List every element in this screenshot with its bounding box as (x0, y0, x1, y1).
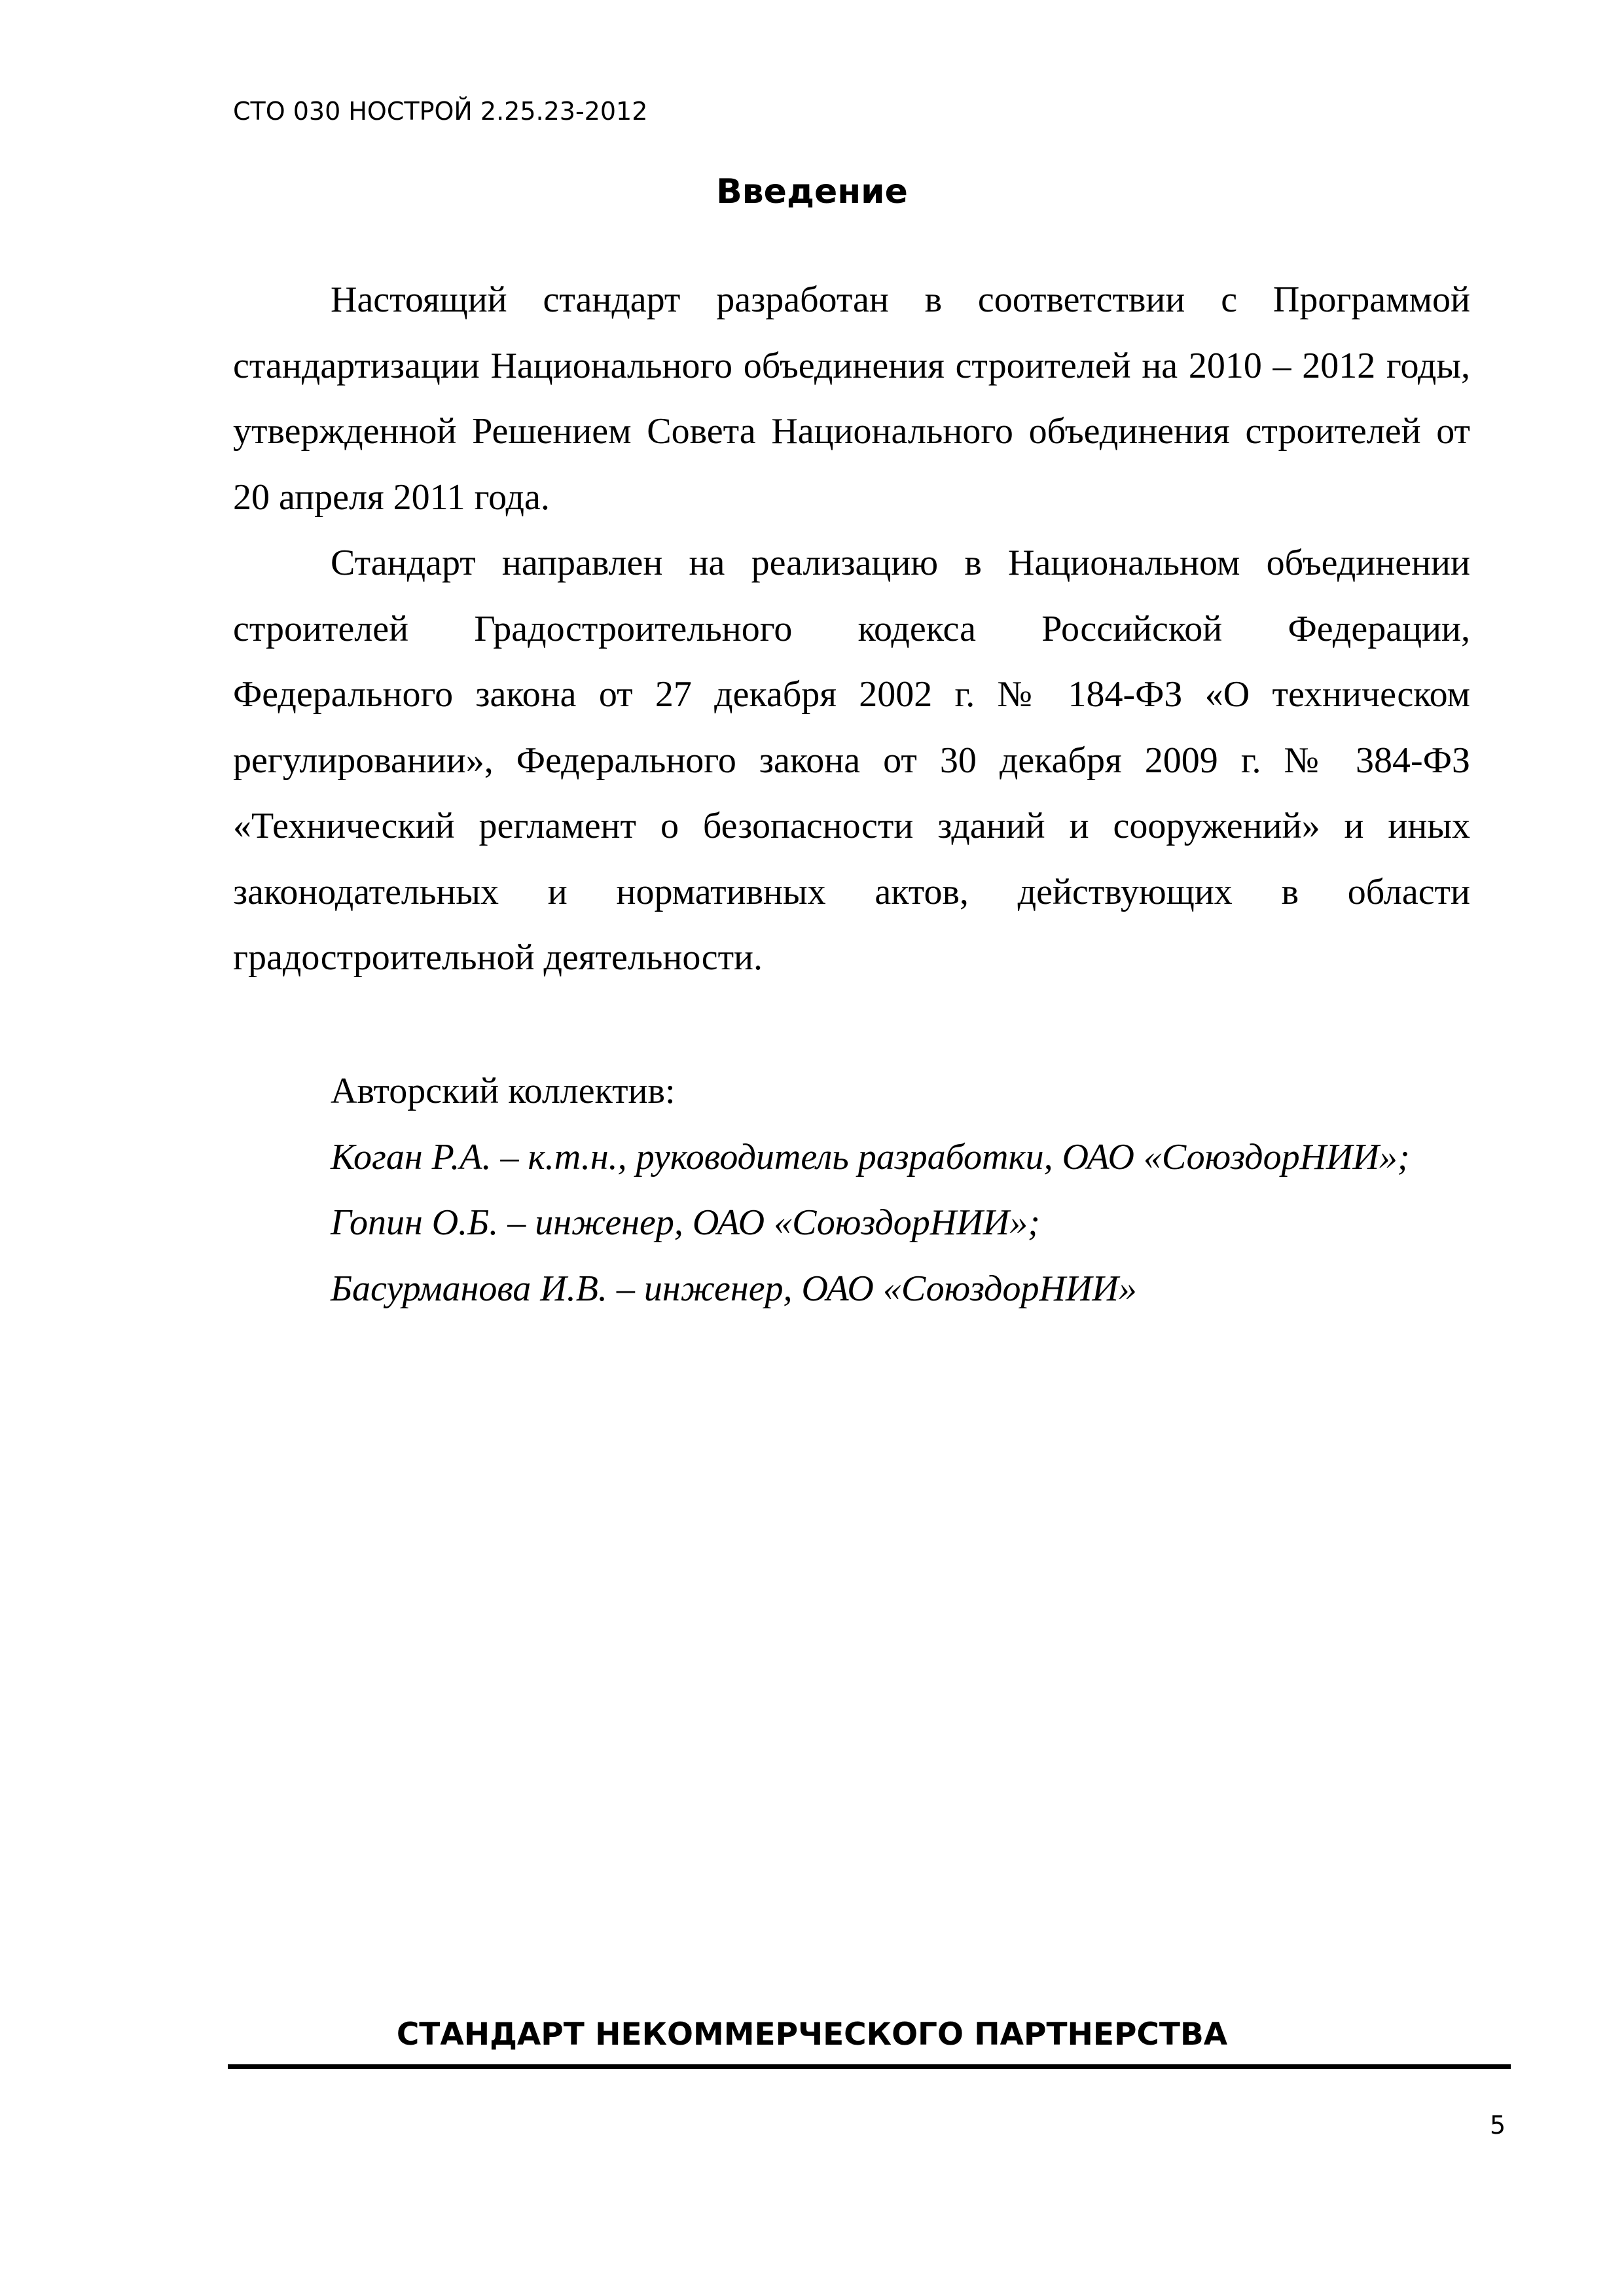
footer-title: СТАНДАРТ НЕКОММЕРЧЕСКОГО ПАРТНЕРСТВА (396, 2017, 1228, 2053)
page-title: Введение (716, 172, 908, 211)
paragraph-text: Настоящий стандарт разработан в соответствии с Программой стандартизации Национального объединения строителей на 2010 – 2012 годы, утвержденной Решением Совета Национального объединения строителей от 20 апреля 2011 года. (233, 279, 1470, 518)
paragraph-text: Стандарт направлен на реализацию в Национальном объединении строителей Градостроительного кодекса Российской Федерации, Федерального закона от 27 декабря 2002 г. № 184-ФЗ «О техническом регулировании», Федерального закона от 30 декабря 2009 г. № 384-ФЗ «Технический регламент о безопасности зданий и сооружений» и иных законодательных и нормативных актов, действующих в области градостроительной деятельности. (233, 543, 1470, 978)
authors-heading: Авторский коллектив: (331, 1071, 676, 1111)
author-item: Гопин О.Б. – инженер, ОАО «СоюздорНИИ»; (331, 1202, 1040, 1243)
body-paragraph-1 (233, 267, 1470, 530)
footer-divider (228, 2064, 1511, 2069)
page-number: 5 (1490, 2111, 1506, 2140)
author-item: Коган Р.А. – к.т.н., руководитель разработки, ОАО «СоюздорНИИ»; (331, 1136, 1410, 1177)
body-paragraph-2 (233, 530, 1470, 991)
authors-block (331, 1058, 1410, 1321)
author-item: Басурманова И.В. – инженер, ОАО «СоюздорНИИ» (331, 1268, 1137, 1309)
document-code: СТО 030 НОСТРОЙ 2.25.23-2012 (233, 97, 648, 126)
